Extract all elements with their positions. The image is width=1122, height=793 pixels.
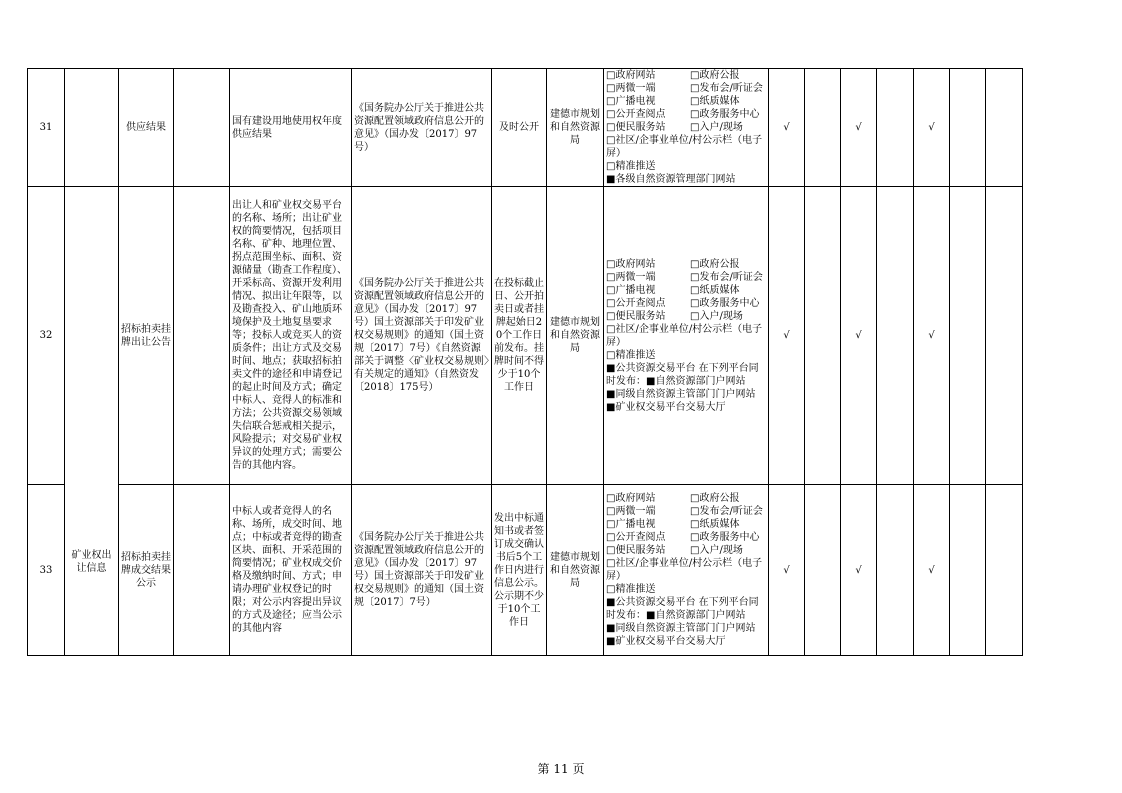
- timing-cell: 在投标截止日、公开拍卖日或者挂牌起始日20个工作日前发布。挂牌时间不得少于10个工作日: [492, 187, 547, 485]
- content-cell: 国有建设用地使用权年度供应结果: [230, 69, 352, 187]
- channel-option: □公开查阅点: [606, 532, 666, 543]
- check-mark: [986, 485, 1023, 656]
- check-mark: [877, 69, 914, 187]
- first-category-cell: [65, 187, 119, 656]
- channel-option: □政务服务中心: [690, 532, 760, 543]
- channel-pair: [606, 69, 766, 82]
- channel-line: ■矿业权交易平台交易大厅: [606, 636, 726, 647]
- check-mark: √: [841, 485, 877, 656]
- channel-option: □两微一端: [606, 83, 656, 94]
- channel-option: □政务服务中心: [690, 297, 760, 309]
- check-mark: √: [769, 69, 805, 187]
- channel-option: □发布会/听证会: [690, 506, 763, 517]
- channel-line: ■同级自然资源主管部门门户网站: [606, 623, 756, 634]
- timing-cell: 发出中标通知书或者签订成交确认书后5个工作日内进行信息公示。公示期不少于10个工作日: [492, 485, 547, 656]
- sub-category-cell: 招标拍卖挂牌成交结果公示: [119, 485, 174, 656]
- channel-option: □发布会/听证会: [690, 271, 763, 283]
- channel-line: □精准推送: [606, 161, 656, 172]
- channel-pair: [606, 505, 766, 518]
- check-mark: √: [914, 69, 950, 187]
- basis-cell: 《国务院办公厅关于推进公共资源配置领域政府信息公开的意见》（国办发〔2017〕97号）国土资源部关于印发矿业权交易规则》的通知（国土资规〔2017〕7号）《自然资源部关于调整〈矿业权交易规则〉有关规定的通知》（自然资发〔2018〕175号）: [352, 187, 492, 485]
- page-number: 第 11 页: [537, 762, 585, 776]
- channel-option: □入户/现场: [690, 122, 743, 133]
- channel-option: □便民服务站: [606, 545, 666, 556]
- disclosure-table: [27, 68, 1023, 656]
- check-mark: √: [914, 187, 950, 485]
- row-number: 33: [28, 485, 65, 656]
- channel-pair: [606, 108, 766, 121]
- channel-option: □两微一端: [606, 506, 656, 517]
- check-mark: √: [769, 187, 805, 485]
- channel-option: □发布会/听证会: [690, 83, 763, 94]
- channel-pair: [606, 310, 766, 323]
- subject-cell: 建德市规划和自然资源局: [547, 69, 604, 187]
- channel-pair: [606, 284, 766, 297]
- content-cell: 出让人和矿业权交易平台的名称、场所；出让矿业权的简要情况，包括项目名称、矿种、地理位置、拐点范围坐标、面积、资源储量（勘查工作程度）、开采标高、资源开发利用情况、拟出让年限等，以及勘查投入、矿山地质环境保护及土地复垦要求等；投标人或竞买人的资质条件；出让方式及交易时间、地点；获取招标拍卖文件的途径和申请登记的起止时间及方式；确定中标人、竞得人的标准和方法；公共资源交易领域失信联合惩戒相关提示，风险提示；对交易矿业权异议的处理方式；需要公告的其他内容。: [230, 187, 352, 485]
- check-mark: √: [841, 187, 877, 485]
- check-mark: √: [769, 485, 805, 656]
- channel-pair: [606, 544, 766, 557]
- channel-option: □广播电视: [606, 284, 656, 296]
- basis-cell: 《国务院办公厅关于推进公共资源配置领域政府信息公开的意见》（国办发〔2017〕97号）国土资源部关于印发矿业权交易规则》的通知（国土资规〔2017〕7号）: [352, 485, 492, 656]
- channel-option: □公开查阅点: [606, 109, 666, 120]
- table-row: [28, 485, 1023, 656]
- sub-category-cell: 供应结果: [119, 69, 174, 187]
- table-row: [28, 69, 1023, 187]
- check-mark: [950, 187, 986, 485]
- channels-cell: [604, 69, 769, 187]
- channels-cell: [604, 187, 769, 485]
- channel-pair: [606, 531, 766, 544]
- check-mark: [950, 69, 986, 187]
- channel-option: □纸质媒体: [690, 96, 740, 107]
- check-mark: [805, 69, 841, 187]
- channel-option: □两微一端: [606, 271, 656, 283]
- empty-cell: [174, 187, 230, 485]
- check-mark: [950, 485, 986, 656]
- channel-line: □社区/企事业单位/村公示栏（电子屏）: [606, 558, 763, 582]
- channel-option: □政府网站: [606, 493, 656, 504]
- channel-option: □纸质媒体: [690, 519, 740, 530]
- timing-cell: 及时公开: [492, 69, 547, 187]
- row-number: 32: [28, 187, 65, 485]
- channel-pair: [606, 82, 766, 95]
- channel-line: ■各级自然资源管理部门网站: [606, 174, 736, 185]
- channels-cell: [604, 485, 769, 656]
- empty-cell: [174, 485, 230, 656]
- channel-line: □社区/企事业单位/村公示栏（电子屏）: [606, 323, 763, 348]
- check-mark: [986, 69, 1023, 187]
- channel-option: □入户/现场: [690, 310, 743, 322]
- channel-option: □政府公报: [690, 258, 740, 270]
- channel-line: □精准推送: [606, 349, 656, 361]
- channel-option: □公开查阅点: [606, 297, 666, 309]
- row-number: 31: [28, 69, 65, 187]
- check-mark: [805, 485, 841, 656]
- channel-pair: [606, 297, 766, 310]
- empty-cell: [174, 69, 230, 187]
- check-mark: √: [841, 69, 877, 187]
- check-mark: [805, 187, 841, 485]
- channel-option: □政府公报: [690, 493, 740, 504]
- channel-option: □入户/现场: [690, 545, 743, 556]
- channel-pair: [606, 258, 766, 271]
- channel-option: □政府网站: [606, 258, 656, 270]
- subject-cell: 建德市规划和自然资源局: [547, 485, 604, 656]
- basis-cell: 《国务院办公厅关于推进公共资源配置领域政府信息公开的意见》（国办发〔2017〕97号）: [352, 69, 492, 187]
- channel-option: □广播电视: [606, 519, 656, 530]
- channel-pair: [606, 121, 766, 134]
- first-category-label: 矿业权出让信息: [71, 550, 112, 574]
- channel-option: □政务服务中心: [690, 109, 760, 120]
- check-mark: [986, 187, 1023, 485]
- channel-pair: [606, 518, 766, 531]
- channel-pair: [606, 492, 766, 505]
- table-row: [28, 187, 1023, 485]
- subject-cell: 建德市规划和自然资源局: [547, 187, 604, 485]
- check-mark: [877, 187, 914, 485]
- channel-line: ■公共资源交易平台 在下列平台同时发布：■自然资源部门户网站: [606, 597, 759, 621]
- first-category-cell: [65, 69, 119, 187]
- sub-category-cell: 招标拍卖挂牌出让公告: [119, 187, 174, 485]
- channel-option: □纸质媒体: [690, 284, 740, 296]
- content-cell: 中标人或者竞得人的名称、场所，成交时间、地点；中标或者竞得的勘查区块、面积、开采范围的简要情况；矿业权成交价格及缴纳时间、方式；申请办理矿业权登记的时限；对公示内容提出异议的方式及途径；应当公示的其他内容: [230, 485, 352, 656]
- check-mark: [877, 485, 914, 656]
- channel-pair: [606, 95, 766, 108]
- check-mark: √: [914, 485, 950, 656]
- channel-line: □精准推送: [606, 584, 656, 595]
- channel-option: □便民服务站: [606, 122, 666, 133]
- channel-line: ■同级自然资源主管部门门户网站: [606, 388, 756, 400]
- channel-option: □政府公报: [690, 70, 740, 81]
- channel-line: □社区/企事业单位/村公示栏（电子屏）: [606, 135, 763, 159]
- channel-line: ■矿业权交易平台交易大厅: [606, 401, 726, 413]
- channel-option: □政府网站: [606, 70, 656, 81]
- channel-option: □广播电视: [606, 96, 656, 107]
- channel-pair: [606, 271, 766, 284]
- channel-option: □便民服务站: [606, 310, 666, 322]
- channel-line: ■公共资源交易平台 在下列平台同时发布：■自然资源部门户网站: [606, 362, 759, 387]
